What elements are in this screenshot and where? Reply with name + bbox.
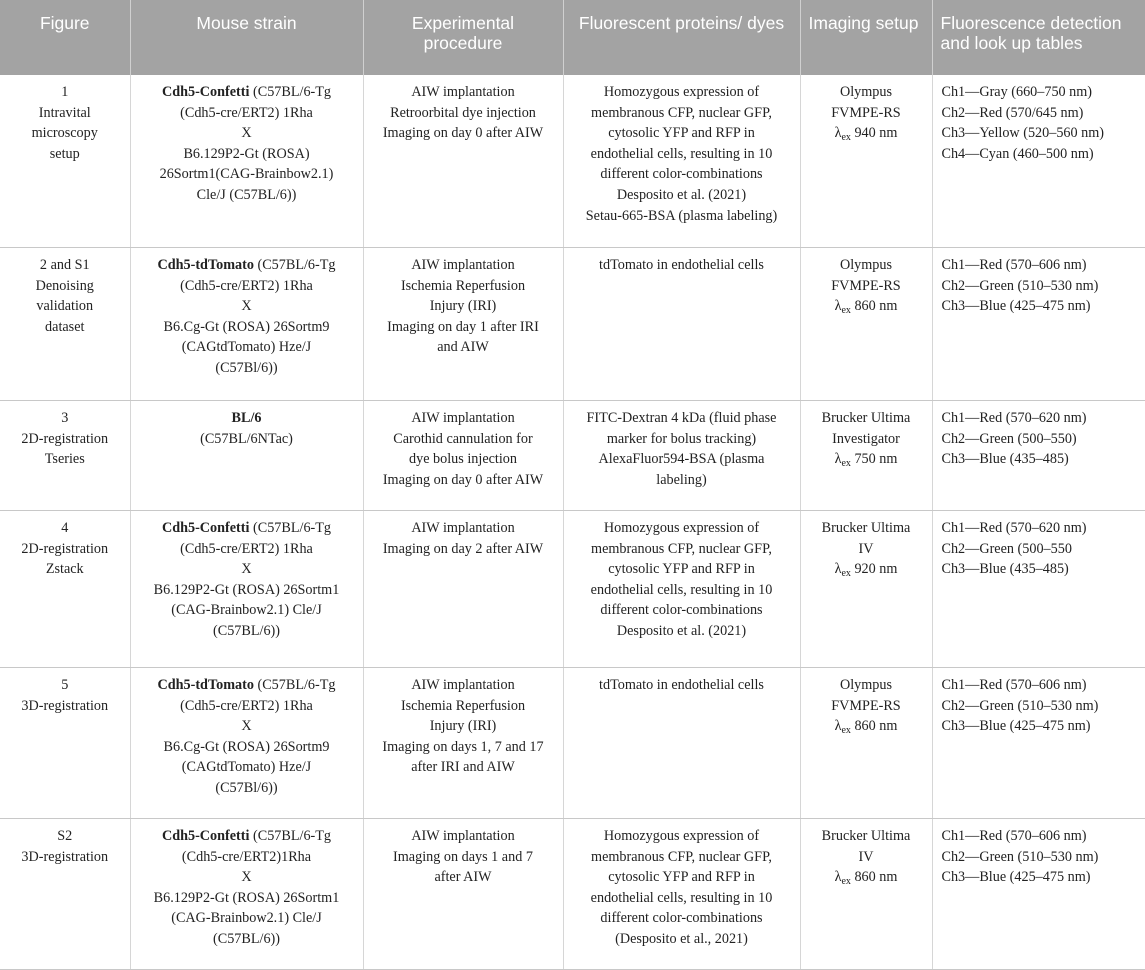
- header-figure: Figure: [0, 0, 130, 75]
- proteins-text: Desposito et al. (2021): [616, 622, 747, 639]
- channel-text: Ch2—Green (500–550): [941, 430, 1077, 447]
- procedure-text: Ischemia Reperfusion: [400, 277, 526, 294]
- figure-cell: [0, 668, 130, 819]
- procedure-text: dye bolus injection: [409, 451, 517, 468]
- proteins-text: membranous CFP, nuclear GFP,: [591, 848, 772, 865]
- strain-text: (C57Bl/6)): [215, 779, 278, 796]
- mouse-strain-cell: [130, 248, 363, 401]
- proteins-cell: [563, 511, 800, 668]
- channel-text: Ch4—Cyan (460–500 nm): [941, 145, 1094, 162]
- figure-cell: [0, 248, 130, 401]
- setup-text: Investigator: [832, 430, 900, 447]
- procedure-text: and AIW: [437, 339, 489, 356]
- strain-name: Cdh5-tdTomato: [157, 677, 254, 693]
- imaging-setup-cell: [800, 511, 932, 668]
- setup-text: IV: [858, 848, 874, 865]
- setup-text: IV: [858, 540, 874, 557]
- mouse-strain-cell: [130, 75, 363, 248]
- proteins-cell: [563, 819, 800, 970]
- table-header: [0, 0, 1145, 75]
- mouse-strain-cell: [130, 511, 363, 668]
- strain-text: B6.Cg-Gt (ROSA) 26Sortm9: [163, 318, 330, 335]
- lambda-value: 860 nm: [850, 869, 898, 886]
- channel-text: Ch3—Blue (425–475 nm): [941, 298, 1091, 315]
- strain-text: B6.129P2-Gt (ROSA): [183, 145, 310, 162]
- procedure-text: Carothid cannulation for: [393, 430, 533, 447]
- proteins-text: marker for bolus tracking): [606, 430, 757, 447]
- proteins-cell: [563, 248, 800, 401]
- imaging-setup-cell: [800, 248, 932, 401]
- mouse-strain-cell: [130, 401, 363, 511]
- table-row: [0, 248, 1145, 401]
- proteins-text: different color-combinations: [600, 166, 763, 183]
- procedure-text: after AIW: [434, 869, 492, 886]
- figure-text: setup: [49, 145, 80, 162]
- strain-text: (Cdh5-cre/ERT2) 1Rha: [180, 277, 313, 294]
- excitation-wavelength: [807, 716, 926, 737]
- figure-text: 1: [61, 84, 69, 100]
- setup-text: Brucker Ultima: [821, 828, 911, 844]
- setup-text: FVMPE-RS: [831, 104, 901, 121]
- figure-text: 2 and S1: [39, 257, 90, 273]
- channel-text: Ch1—Red (570–606 nm): [941, 257, 1087, 273]
- channel-text: Ch2—Green (510–530 nm): [941, 697, 1099, 714]
- procedure-text: Imaging on days 1, 7 and 17: [382, 738, 544, 755]
- strain-detail: (C57BL/6-Tg: [253, 677, 336, 693]
- channel-text: Ch2—Green (510–530 nm): [941, 277, 1099, 294]
- strain-text: (CAGtdTomato) Hze/J: [181, 759, 312, 776]
- figure-text: 5: [61, 677, 69, 693]
- header-experimental-procedure: Experimental procedure: [363, 0, 563, 75]
- strain-text: X: [241, 561, 252, 578]
- procedure-cell: [363, 248, 563, 401]
- procedure-text: AIW implantation: [411, 410, 515, 426]
- channel-text: Ch1—Red (570–606 nm): [941, 677, 1087, 693]
- strain-name: Cdh5-Confetti: [161, 828, 250, 844]
- imaging-setup-cell: [800, 401, 932, 511]
- setup-text: Brucker Ultima: [821, 520, 911, 536]
- proteins-text: AlexaFluor594-BSA (plasma: [598, 451, 765, 468]
- procedure-text: Retroorbital dye injection: [390, 104, 536, 121]
- lambda-subscript: ex: [841, 725, 851, 737]
- lambda-value: 860 nm: [850, 298, 898, 315]
- procedure-cell: [363, 401, 563, 511]
- procedure-text: Imaging on days 1 and 7: [393, 848, 533, 865]
- proteins-text: Homozygous expression of: [603, 520, 760, 536]
- lambda-value: 750 nm: [850, 451, 898, 468]
- strain-text: X: [241, 125, 252, 142]
- procedure-cell: [363, 668, 563, 819]
- channel-text: Ch2—Green (500–550: [941, 540, 1072, 557]
- strain-text: B6.129P2-Gt (ROSA) 26Sortm1: [153, 889, 340, 906]
- lambda-value: 860 nm: [850, 718, 898, 735]
- setup-text: FVMPE-RS: [831, 277, 901, 294]
- proteins-cell: [563, 75, 800, 248]
- strain-text: (C57BL/6NTac): [200, 430, 293, 447]
- setup-text: Olympus: [839, 257, 893, 273]
- strain-name: Cdh5-Confetti: [161, 84, 250, 100]
- figure-text: 4: [61, 520, 69, 536]
- lambda-symbol: λ: [834, 298, 842, 315]
- proteins-text: Setau-665-BSA (plasma labeling): [585, 207, 778, 224]
- strain-text: B6.Cg-Gt (ROSA) 26Sortm9: [163, 738, 330, 755]
- figure-text: Denoising: [35, 277, 94, 294]
- proteins-text: membranous CFP, nuclear GFP,: [591, 540, 772, 557]
- strain-text: (Cdh5-cre/ERT2) 1Rha: [180, 697, 313, 714]
- strain-name: Cdh5-tdTomato: [157, 257, 254, 273]
- proteins-text: FITC-Dextran 4 kDa (fluid phase: [586, 410, 777, 426]
- lambda-subscript: ex: [841, 568, 851, 580]
- channel-text: Ch1—Gray (660–750 nm): [941, 84, 1093, 100]
- channels-cell: [932, 819, 1145, 970]
- strain-text: Cle/J (C57BL/6)): [196, 186, 297, 203]
- excitation-wavelength: [807, 559, 926, 580]
- proteins-text: membranous CFP, nuclear GFP,: [591, 104, 772, 121]
- proteins-text: Homozygous expression of: [603, 84, 760, 100]
- proteins-text: tdTomato in endothelial cells: [599, 677, 764, 693]
- channels-cell: [932, 248, 1145, 401]
- figure-cell: [0, 511, 130, 668]
- strain-text: (CAG-Brainbow2.1) Cle/J: [171, 602, 322, 619]
- table-row: [0, 511, 1145, 668]
- channel-text: Ch1—Red (570–620 nm): [941, 410, 1087, 426]
- strain-detail: (C57BL/6-Tg: [249, 520, 332, 536]
- mouse-strain-cell: [130, 668, 363, 819]
- figure-cell: [0, 75, 130, 248]
- lambda-symbol: λ: [834, 718, 842, 735]
- procedure-text: after IRI and AIW: [411, 759, 515, 776]
- procedure-text: Imaging on day 0 after AIW: [382, 471, 544, 488]
- excitation-wavelength: [807, 123, 926, 144]
- table-row: [0, 668, 1145, 819]
- lambda-symbol: λ: [834, 451, 842, 468]
- header-fluorescent-proteins: Fluorescent proteins/ dyes: [563, 0, 800, 75]
- imaging-setup-cell: [800, 75, 932, 248]
- strain-text: (CAGtdTomato) Hze/J: [181, 339, 312, 356]
- proteins-text: cytosolic YFP and RFP in: [608, 561, 755, 578]
- procedure-text: AIW implantation: [411, 677, 515, 693]
- strain-name-line: [137, 408, 357, 429]
- lambda-symbol: λ: [834, 125, 842, 142]
- proteins-cell: [563, 401, 800, 511]
- lambda-subscript: ex: [841, 876, 851, 888]
- channel-text: Ch3—Blue (435–485): [941, 561, 1069, 578]
- table-row: [0, 819, 1145, 970]
- channels-cell: [932, 668, 1145, 819]
- strain-text: X: [241, 869, 252, 886]
- strain-detail: (C57BL/6-Tg: [253, 257, 336, 273]
- imaging-setup-cell: [800, 819, 932, 970]
- channel-text: Ch1—Red (570–606 nm): [941, 828, 1087, 844]
- proteins-text: cytosolic YFP and RFP in: [608, 869, 755, 886]
- channel-text: Ch3—Yellow (520–560 nm): [941, 125, 1105, 142]
- procedure-text: Ischemia Reperfusion: [400, 697, 526, 714]
- figure-text: 2D-registration: [21, 430, 109, 447]
- mouse-strain-cell: [130, 819, 363, 970]
- channels-cell: [932, 75, 1145, 248]
- figure-cell: [0, 401, 130, 511]
- figure-text: Zstack: [45, 561, 84, 578]
- strain-text: (CAG-Brainbow2.1) Cle/J: [171, 910, 322, 927]
- strain-text: (C57BL/6)): [213, 622, 280, 639]
- strain-text: X: [241, 298, 252, 315]
- setup-text: FVMPE-RS: [831, 697, 901, 714]
- header-mouse-strain: Mouse strain: [130, 0, 363, 75]
- figure-text: 3: [61, 410, 69, 426]
- procedure-text: Imaging on day 0 after AIW: [382, 125, 544, 142]
- procedure-text: AIW implantation: [411, 257, 515, 273]
- proteins-text: different color-combinations: [600, 602, 763, 619]
- proteins-text: labeling): [656, 471, 707, 488]
- channel-text: Ch3—Blue (435–485): [941, 451, 1069, 468]
- figure-text: Intravital: [38, 104, 91, 121]
- strain-name: BL/6: [231, 410, 262, 426]
- setup-text: Brucker Ultima: [821, 410, 911, 426]
- figure-cell: [0, 819, 130, 970]
- proteins-text: tdTomato in endothelial cells: [599, 257, 764, 273]
- lambda-subscript: ex: [841, 458, 851, 470]
- strain-text: (C57BL/6)): [213, 930, 280, 947]
- strain-name: Cdh5-Confetti: [161, 520, 250, 536]
- table-row: [0, 75, 1145, 248]
- channel-text: Ch3—Blue (425–475 nm): [941, 718, 1091, 735]
- figure-text: Tseries: [44, 451, 85, 468]
- strain-name-line: [137, 826, 357, 847]
- strain-name-line: [137, 518, 357, 539]
- procedure-text: Injury (IRI): [429, 718, 497, 735]
- procedure-text: Injury (IRI): [429, 298, 497, 315]
- strain-text: X: [241, 718, 252, 735]
- lambda-value: 940 nm: [850, 125, 898, 142]
- procedure-text: AIW implantation: [411, 520, 515, 536]
- procedure-text: Imaging on day 1 after IRI: [387, 318, 539, 335]
- figure-text: microscopy: [31, 125, 98, 142]
- figure-text: dataset: [45, 318, 85, 335]
- procedure-cell: [363, 75, 563, 248]
- channel-text: Ch3—Blue (425–475 nm): [941, 869, 1091, 886]
- proteins-cell: [563, 668, 800, 819]
- figure-text: validation: [36, 298, 94, 315]
- strain-text: 26Sortm1(CAG-Brainbow2.1): [159, 166, 334, 183]
- lambda-subscript: ex: [841, 305, 851, 317]
- header-row: [0, 0, 1145, 75]
- table-row: [0, 401, 1145, 511]
- figure-text: 2D-registration: [21, 540, 109, 557]
- lambda-subscript: ex: [841, 132, 851, 144]
- procedure-text: AIW implantation: [411, 828, 515, 844]
- strain-text: (Cdh5-cre/ERT2)1Rha: [181, 848, 312, 865]
- strain-text: B6.129P2-Gt (ROSA) 26Sortm1: [153, 581, 340, 598]
- table-body: [0, 75, 1145, 970]
- proteins-text: endothelial cells, resulting in 10: [590, 581, 773, 598]
- strain-name-line: [137, 82, 357, 103]
- imaging-setup-cell: [800, 668, 932, 819]
- lambda-symbol: λ: [834, 869, 842, 886]
- strain-text: (Cdh5-cre/ERT2) 1Rha: [180, 104, 313, 121]
- strain-text: (C57Bl/6)): [215, 359, 278, 376]
- procedure-text: Imaging on day 2 after AIW: [382, 540, 544, 557]
- excitation-wavelength: [807, 449, 926, 470]
- procedure-text: AIW implantation: [411, 84, 515, 100]
- strain-detail: (C57BL/6-Tg: [249, 84, 332, 100]
- channel-text: Ch2—Green (510–530 nm): [941, 848, 1099, 865]
- proteins-text: (Desposito et al., 2021): [615, 930, 748, 947]
- strain-name-line: [137, 675, 357, 696]
- proteins-text: cytosolic YFP and RFP in: [608, 125, 755, 142]
- channels-cell: [932, 401, 1145, 511]
- channel-text: Ch2—Red (570/645 nm): [941, 104, 1084, 121]
- figure-text: S2: [57, 828, 73, 844]
- lambda-symbol: λ: [834, 561, 842, 578]
- procedure-cell: [363, 511, 563, 668]
- header-fluorescence-detection: Fluorescence detection and look up tables: [932, 0, 1145, 75]
- proteins-text: endothelial cells, resulting in 10: [590, 145, 773, 162]
- excitation-wavelength: [807, 296, 926, 317]
- proteins-text: endothelial cells, resulting in 10: [590, 889, 773, 906]
- strain-detail: (C57BL/6-Tg: [249, 828, 332, 844]
- strain-name-line: [137, 255, 357, 276]
- excitation-wavelength: [807, 867, 926, 888]
- channel-text: Ch1—Red (570–620 nm): [941, 520, 1087, 536]
- setup-text: Olympus: [839, 677, 893, 693]
- proteins-text: different color-combinations: [600, 910, 763, 927]
- channels-cell: [932, 511, 1145, 668]
- figure-text: 3D-registration: [21, 697, 109, 714]
- setup-text: Olympus: [839, 84, 893, 100]
- proteins-text: Desposito et al. (2021): [616, 186, 747, 203]
- figure-text: 3D-registration: [21, 848, 109, 865]
- header-imaging-setup: Imaging setup: [800, 0, 932, 75]
- proteins-text: Homozygous expression of: [603, 828, 760, 844]
- procedure-cell: [363, 819, 563, 970]
- strain-text: (Cdh5-cre/ERT2) 1Rha: [180, 540, 313, 557]
- lambda-value: 920 nm: [850, 561, 898, 578]
